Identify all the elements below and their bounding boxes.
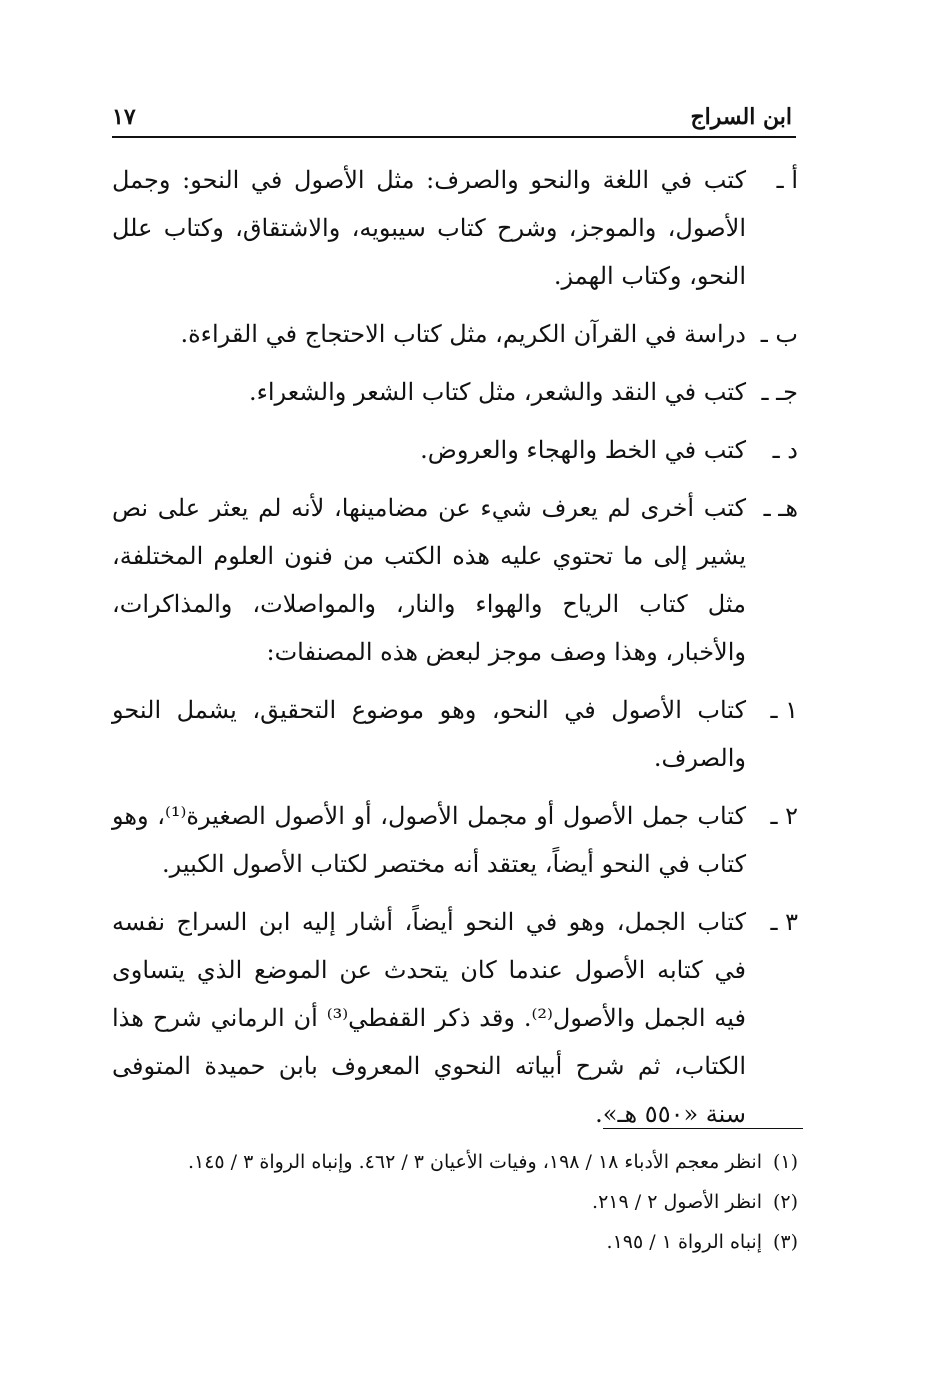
- list-marker: ٢ ـ: [770, 802, 798, 830]
- list-item: [112, 686, 798, 782]
- list-marker: د ـ: [772, 436, 798, 464]
- footnote-text: إنباه الرواة ١ / ١٩٥.: [606, 1231, 762, 1253]
- list-item-text: كتب في اللغة والنحو والصرف: مثل الأصول في النحو: وجمل الأصول، والموجز، وشرح كتاب سيبويه، والاشتقاق، وكتاب علل النحو، وكتاب الهمز.: [112, 166, 746, 290]
- list-item: [112, 484, 798, 676]
- footnote: [112, 1224, 798, 1260]
- list-item-text: كتاب الأصول في النحو، وهو موضوع التحقيق، يشمل النحو والصرف.: [112, 696, 746, 772]
- list-marker: أ ـ: [776, 166, 798, 194]
- list-item-text: كتب أخرى لم يعرف شيء عن مضامينها، لأنه لم يعثر على نص يشير إلى ما تحتوي عليه هذه الكتب من فنون العلوم المختلفة، مثل كتاب الرياح والهواء والنار، والمواصلات، والمذاكرات، والأخبار، وهذا وصف موجز لبعض هذه المصنفات:: [112, 494, 747, 666]
- footnote: [112, 1184, 798, 1220]
- footnote: [112, 1144, 798, 1180]
- footnote-marker: (٢): [772, 1191, 798, 1213]
- list-item-text: كتب في الخط والهجاء والعروض.: [420, 436, 746, 464]
- running-header: [112, 104, 796, 138]
- running-title: ابن السراج: [690, 104, 792, 130]
- footnote-text: انظر الأصول ٢ / ٢١٩.: [592, 1191, 762, 1213]
- list-marker: جـ ـ: [761, 378, 798, 406]
- list-marker: هـ ـ: [763, 494, 798, 522]
- main-text: [112, 156, 798, 1148]
- list-item-text: كتاب جمل الأصول أو مجمل الأصول، أو الأصول الصغيرة⁽¹⁾، وهو كتاب في النحو أيضاً، يعتقد أنه مختصر لكتاب الأصول الكبير.: [112, 802, 747, 878]
- list-item-text: دراسة في القرآن الكريم، مثل كتاب الاحتجاج في القراءة.: [180, 320, 746, 348]
- footnote-marker: (٣): [772, 1231, 798, 1253]
- footnote-text: انظر معجم الأدباء ١٨ / ١٩٨، وفيات الأعيان ٣ / ٤٦٢. وإنباه الرواة ٣ / ١٤٥.: [187, 1151, 762, 1173]
- list-item: [112, 156, 798, 300]
- list-marker: ب ـ: [760, 320, 798, 348]
- list-item: [112, 310, 798, 358]
- list-marker: ٣ ـ: [770, 908, 798, 936]
- list-item-text: كتب في النقد والشعر، مثل كتاب الشعر والشعراء.: [248, 378, 746, 406]
- list-item: [112, 426, 798, 474]
- list-marker: ١ ـ: [770, 696, 798, 724]
- list-item: [112, 898, 798, 1138]
- footnote-marker: (١): [772, 1151, 798, 1173]
- list-item: [112, 368, 798, 416]
- footnotes: [112, 1144, 798, 1264]
- footnote-divider: [603, 1128, 803, 1129]
- list-item-text: كتاب الجمل، وهو في النحو أيضاً، أشار إليه ابن السراج نفسه في كتابه الأصول عندما كان يتحدث عن الموضع الذي يتساوى فيه الجمل والأصول⁽²⁾. وقد ذكر القفطي⁽³⁾ أن الرماني شرح هذا الكتاب، ثم شرح أبياته النحوي المعروف بابن حميدة المتوفى سنة «٥٥٠ هـ».: [112, 908, 746, 1128]
- page-number: ١٧: [112, 104, 136, 130]
- list-item: [112, 792, 798, 888]
